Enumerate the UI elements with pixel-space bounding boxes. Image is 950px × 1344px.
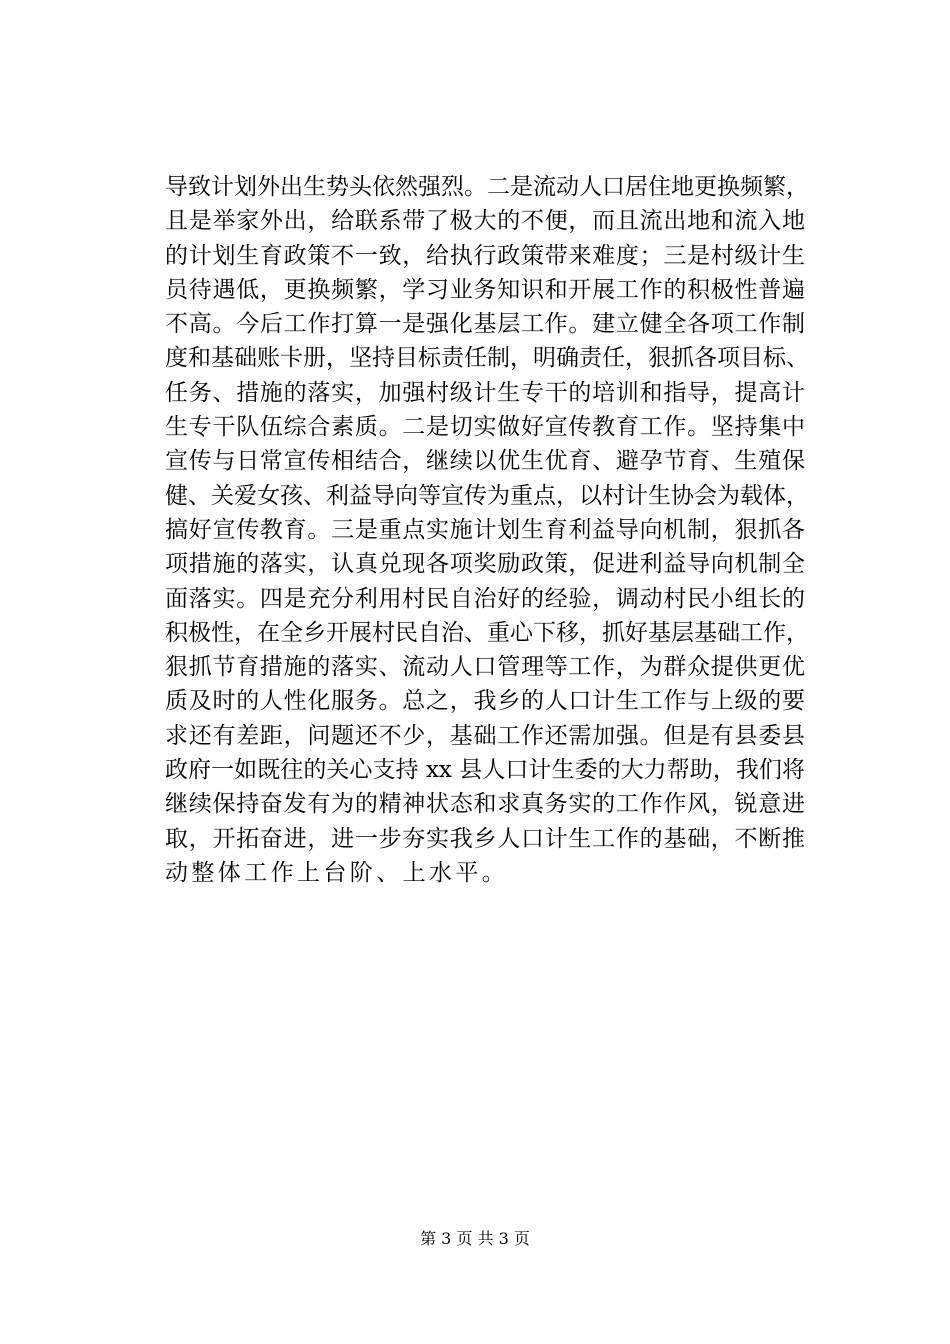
body-text [165,170,809,890]
page-footer: 第 3 页 共 3 页 [420,1229,530,1248]
text-line: 面落实。四是充分利用村民自治好的经验，调动村民小组长的 [165,585,805,612]
text-line: 取，开拓奋进，进一步夯实我乡人口计生工作的基础，不断推 [165,825,805,852]
text-line: 求还有差距，问题还不少，基础工作还需加强。但是有县委县 [165,722,805,749]
text-line: 宣传与日常宣传相结合，继续以优生优育、避孕节育、生殖保 [165,448,805,475]
text-line: 健、关爱女孩、利益导向等宣传为重点，以村计生协会为载体， [165,482,809,509]
text-line: 继续保持奋发有为的精神状态和求真务实的工作作风，锐意进 [165,791,805,818]
text-line: 导致计划外出生势头依然强烈。二是流动人口居住地更换频繁， [165,174,809,200]
text-line: 度和基础账卡册，坚持目标责任制，明确责任，狠抓各项目标、 [165,345,809,372]
text-line: 的计划生育政策不一致，给执行政策带来难度；三是村级计生 [165,242,805,269]
text-line: 且是举家外出，给联系带了极大的不便，而且流出地和流入地 [165,208,805,235]
text-line: 狠抓节育措施的落实、流动人口管理等工作，为群众提供更优 [165,654,805,681]
text-line: 项措施的落实，认真兑现各项奖励政策，促进利益导向机制全 [165,551,805,578]
text-line: 动整体工作上台阶、上水平。 [165,859,509,886]
text-line: 员待遇低，更换频繁，学习业务知识和开展工作的积极性普遍 [165,276,805,303]
text-line: 政府一如既往的关心支持 xx 县人口计生委的大力帮助，我们将 [165,757,805,784]
text-line: 搞好宣传教育。三是重点实施计划生育利益导向机制，狠抓各 [165,516,805,543]
text-line: 不高。今后工作打算一是强化基层工作。建立健全各项工作制 [165,311,805,338]
text-line: 质及时的人性化服务。总之，我乡的人口计生工作与上级的要 [165,688,805,715]
text-line: 任务、措施的落实，加强村级计生专干的培训和指导，提高计 [165,379,805,406]
text-line: 积极性，在全乡开展村民自治、重心下移，抓好基层基础工作， [165,619,809,646]
text-line: 生专干队伍综合素质。二是切实做好宣传教育工作。坚持集中 [165,414,805,441]
